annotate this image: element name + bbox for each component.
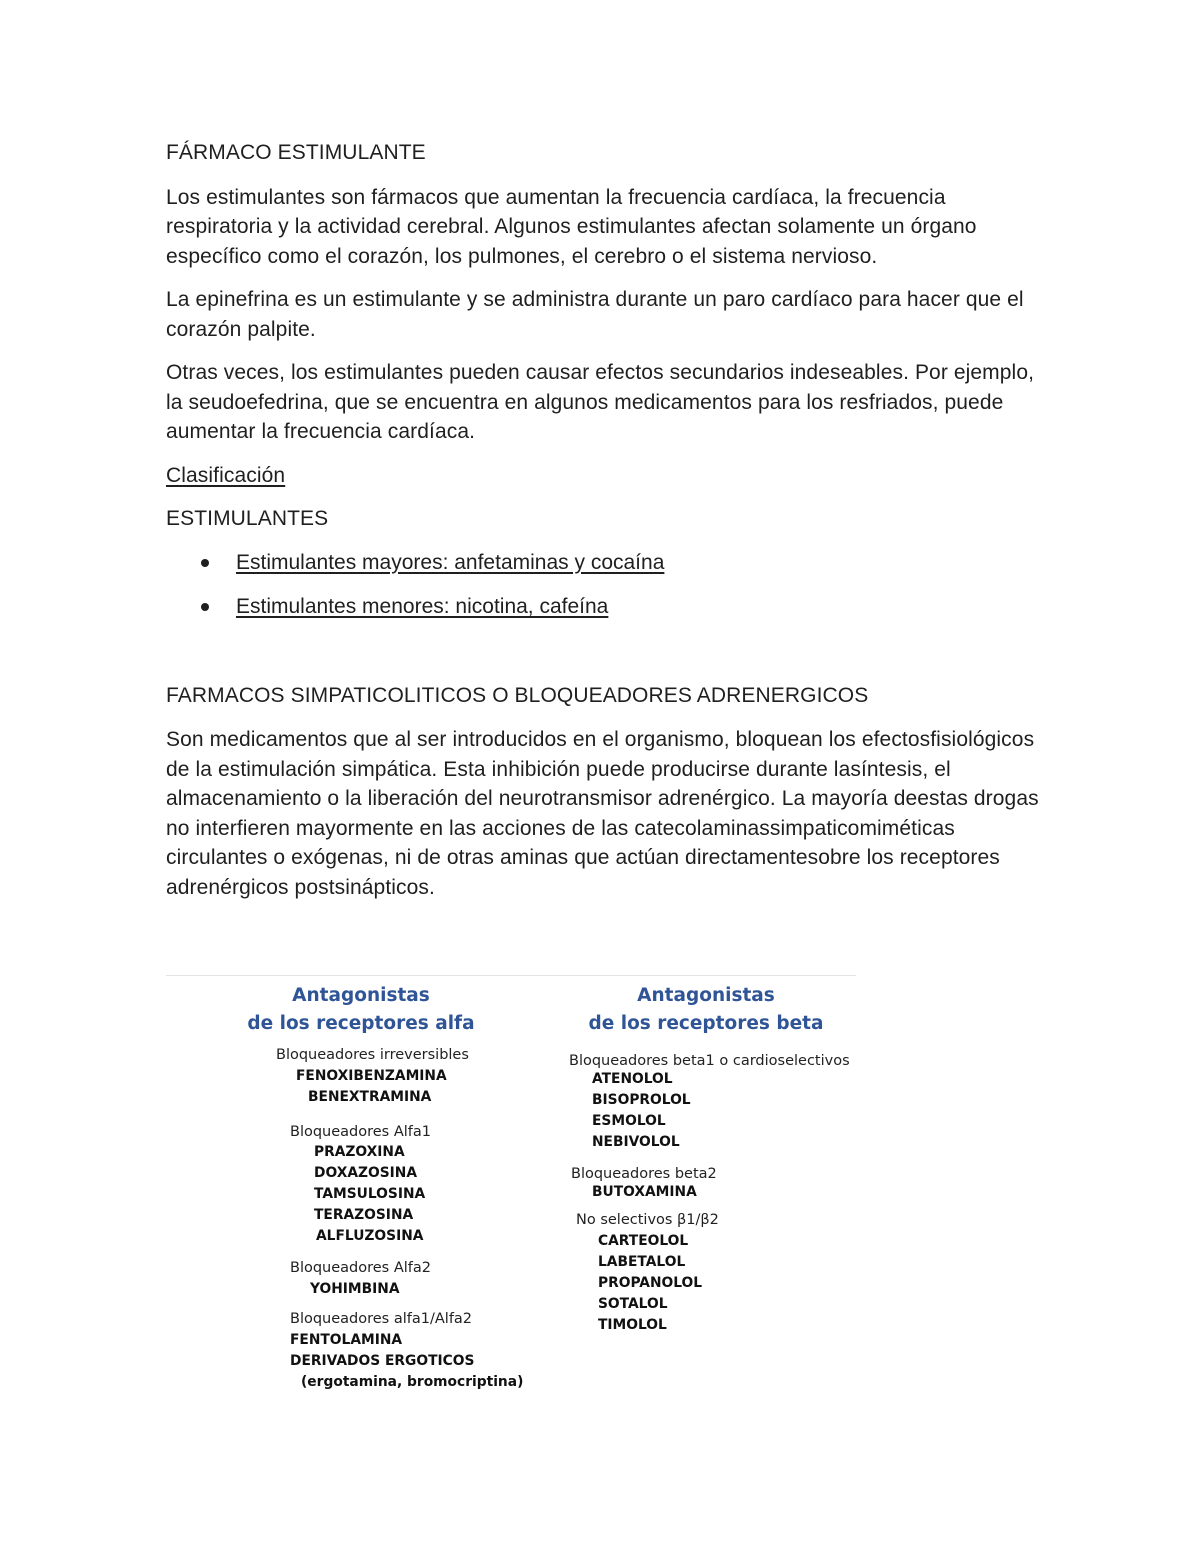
drug-name: DOXAZOSINA	[314, 1165, 418, 1181]
drug-name: CARTEOLOL	[598, 1233, 689, 1249]
drug-name: LABETALOL	[598, 1254, 686, 1270]
drug-name: NEBIVOLOL	[592, 1134, 680, 1150]
drug-name: ATENOLOL	[592, 1071, 673, 1087]
section-title-estimulante: FÁRMACO ESTIMULANTE	[166, 141, 426, 164]
drug-name: TIMOLOL	[598, 1317, 667, 1333]
beta-group-label: No selectivos β1/β2	[576, 1212, 719, 1228]
section-title-simpaticoliticos: FARMACOS SIMPATICOLITICOS O BLOQUEADORES ADRENERGICOS	[166, 683, 869, 707]
subheading-estimulantes: ESTIMULANTES	[166, 507, 329, 530]
drug-name: PROPANOLOL	[598, 1275, 703, 1291]
paragraph: Los estimulantes son fármacos que aumentan la frecuencia cardíaca, la frecuencia respiratoria y la actividad cerebral. Algunos estimulantes afectan solamente un órgano específico como el corazón, los pulmones, el cerebro o el sistema nervioso.	[166, 185, 977, 268]
alpha-group-label: Bloqueadores Alfa1	[290, 1124, 432, 1140]
beta-group-label: Bloqueadores beta1 o cardioselectivos	[569, 1053, 850, 1069]
drug-name: SOTALOL	[598, 1296, 668, 1312]
beta-title	[571, 982, 841, 1038]
drug-name: BISOPROLOL	[592, 1092, 691, 1108]
document-body	[166, 138, 1046, 916]
drug-name: TAMSULOSINA	[314, 1186, 426, 1202]
bullet-icon	[201, 603, 209, 611]
alpha-title	[226, 982, 496, 1038]
paragraph: La epinefrina es un estimulante y se administra durante un paro cardíaco para hacer que el corazón palpite.	[166, 288, 1024, 341]
classification-label: Clasificación	[166, 463, 286, 487]
beta-group-label: Bloqueadores beta2	[571, 1166, 717, 1182]
drug-name: YOHIMBINA	[310, 1281, 400, 1297]
bullet-list	[166, 548, 1046, 622]
alpha-title-line1: Antagonistas	[292, 985, 430, 1006]
alpha-group-label: Bloqueadores irreversibles	[276, 1047, 469, 1063]
drug-name: BENEXTRAMINA	[308, 1089, 432, 1105]
drug-note: (ergotamina, bromocriptina)	[301, 1374, 524, 1390]
antagonists-figure	[166, 975, 856, 1401]
drug-name: PRAZOXINA	[314, 1144, 405, 1160]
paragraph: Son medicamentos que al ser introducidos en el organismo, bloquean los efectosfisiológicos de la estimulación simpática. Esta inhibición puede producirse durante lasíntesis, el almacenamiento o la liberación del neurotransmisor adrenérgico. La mayoría deestas drogas no interfieren mayormente en las acciones de las catecolaminassimpaticomiméticas circulantes o exógenas, ni de otras aminas que actúan directamentesobre los receptores adrenérgicos postsinápticos.	[166, 728, 1039, 899]
drug-name: TERAZOSINA	[314, 1207, 414, 1223]
beta-title-line1: Antagonistas	[637, 985, 775, 1006]
drug-name: DERIVADOS ERGOTICOS	[290, 1353, 475, 1369]
list-item	[166, 548, 1046, 578]
drug-name: ALFLUZOSINA	[316, 1228, 424, 1244]
drug-name: FENTOLAMINA	[290, 1332, 403, 1348]
drug-name: FENOXIBENZAMINA	[296, 1068, 447, 1084]
list-item-text: Estimulantes menores: nicotina, cafeína	[236, 595, 609, 618]
drug-name: BUTOXAMINA	[592, 1184, 697, 1200]
list-item	[166, 592, 1046, 622]
list-item-text: Estimulantes mayores: anfetaminas y cocaína	[236, 550, 665, 574]
paragraph: Otras veces, los estimulantes pueden causar efectos secundarios indeseables. Por ejemplo, la seudoefedrina, que se encuentra en algunos medicamentos para los resfriados, puede aumentar la frecuencia cardíaca.	[166, 361, 1035, 443]
alpha-group-label: Bloqueadores Alfa2	[290, 1260, 432, 1276]
alpha-group-label: Bloqueadores alfa1/Alfa2	[290, 1311, 473, 1327]
drug-name: ESMOLOL	[592, 1113, 666, 1129]
alpha-title-line2: de los receptores alfa	[247, 1013, 475, 1034]
bullet-icon	[201, 559, 209, 567]
beta-title-line2: de los receptores beta	[588, 1013, 824, 1034]
